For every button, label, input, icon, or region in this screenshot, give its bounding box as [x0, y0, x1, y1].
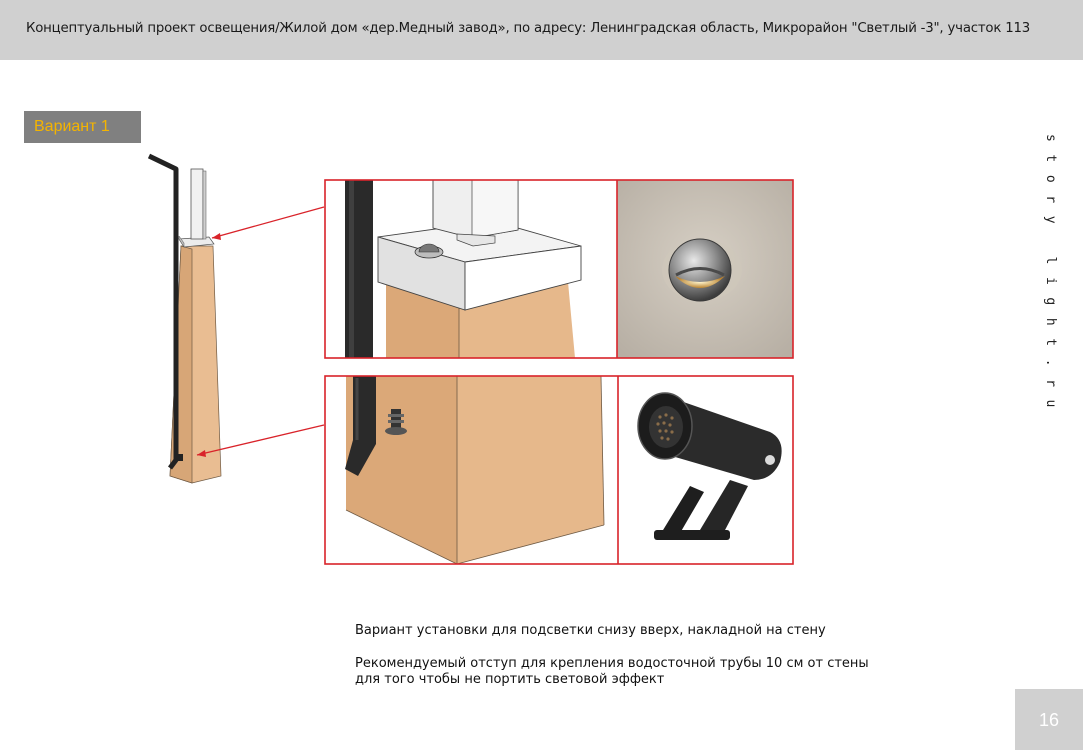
page-number: 16: [1038, 710, 1060, 730]
brand-text: story light.ru: [1043, 134, 1058, 420]
description-line-3: для того чтобы не портить световой эффект: [355, 672, 665, 687]
description-line-1: Вариант установки для подсветки снизу вверх, накладной на стену: [355, 623, 826, 638]
detail-top: [325, 180, 793, 358]
page-title: Концептуальный проект освещения/Жилой дом «дер.Медный завод», по адресу: Ленинградская область, Микрорайон "Светлый -3", участок 113: [26, 21, 1030, 36]
page-number-box: [1015, 689, 1083, 750]
detail-bottom: [325, 376, 805, 564]
overview-column: [149, 156, 221, 483]
description-line-2: Рекомендуемый отступ для крепления водосточной трубы 10 см от стены: [355, 656, 869, 671]
variant-label: Вариант 1: [34, 118, 110, 135]
